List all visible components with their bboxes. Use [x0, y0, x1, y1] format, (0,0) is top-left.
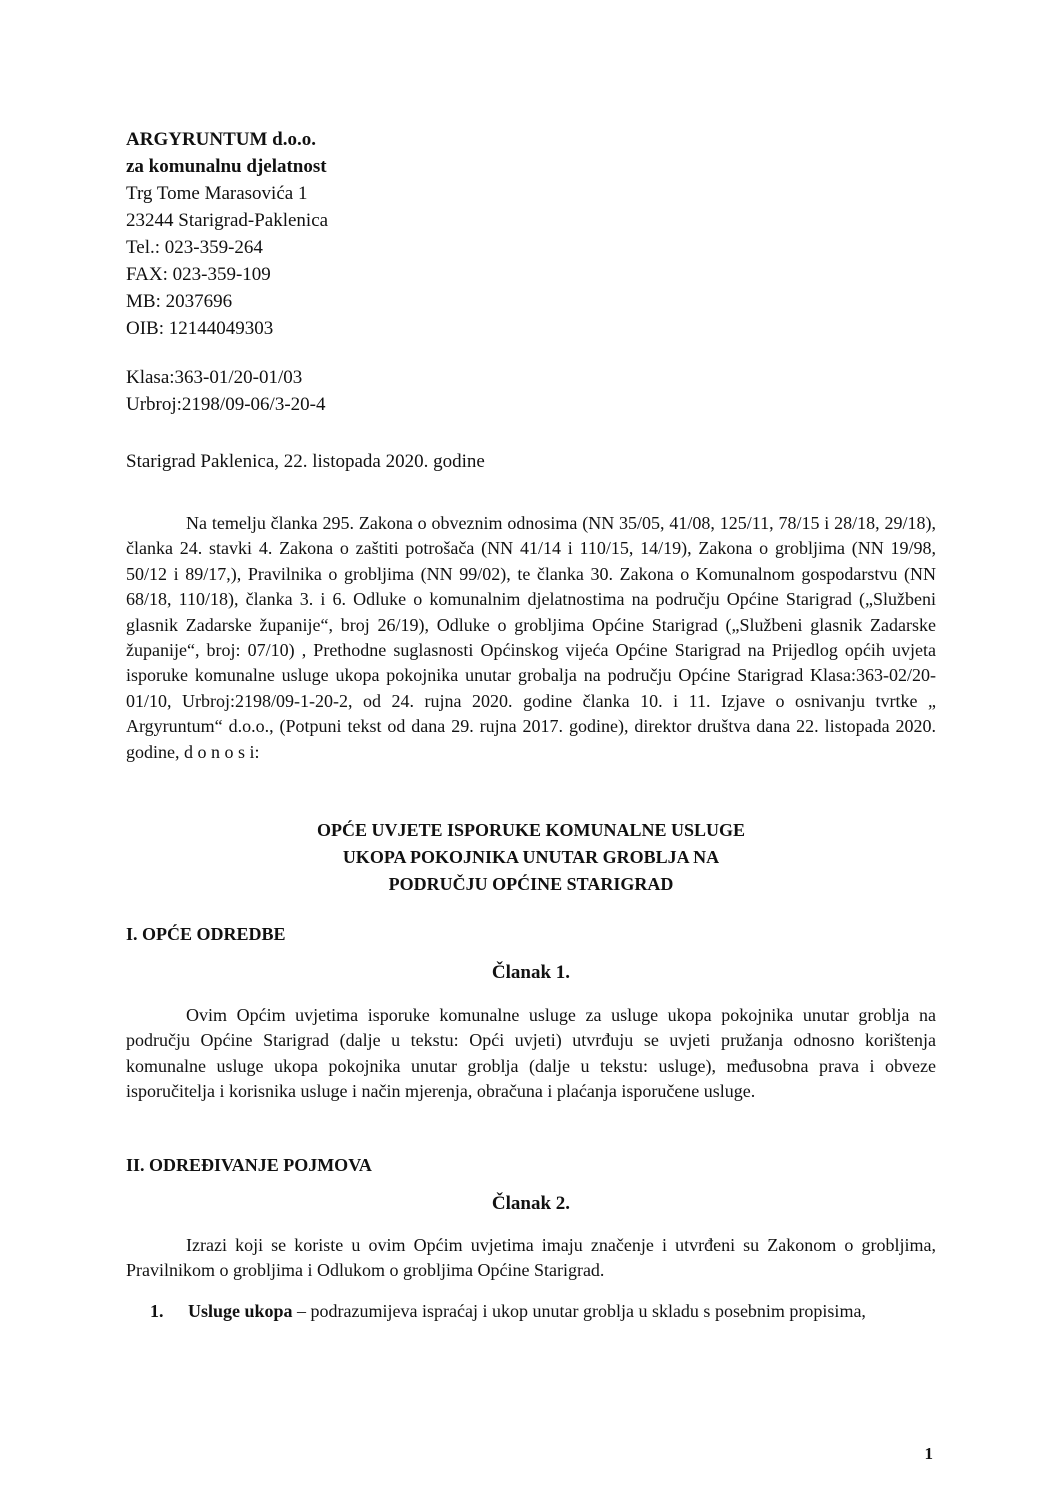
- company-address: Trg Tome Marasovića 1: [126, 183, 308, 204]
- preamble-paragraph: Na temelju članka 295. Zakona o obveznim odnosima (NN 35/05, 41/08, 125/11, 78/15 i 28/18, 29/18), članka 24. stavki 4. Zakona o zaštiti potrošača (NN 41/14 i 110/15, 14/19), Zakona o grobljima (NN 19/98, 50/12 i 89/17,), Pravilnika o grobljima (NN 99/02), te članka 30. Zakona o Komunalnom gospodarstvu (NN 68/18, 110/18), članka 3. i 6. Odluke o komunalnim djelatnostima na području Općine Starigrad („Službeni glasnik Zadarske županije“, broj 26/19), Odluke o grobljima Općine Starigrad („Službeni glasnik Zadarske županije“, broj: 07/10) , Prethodne suglasnosti Općinskog vijeća Općine Starigrad na Prijedlog općih uvjeta isporuke komunalne usluge ukopa pokojnika unutar grobalja na području Općine Starigrad Klasa:363-02/20-01/10, Urbroj:2198/09-1-20-2, od 24. rujna 2020. godine članka 10. i 11. Izjave o osnivanju tvrtke „ Argyruntum“ d.o.o., (Potpuni tekst od dana 29. rujna 2017. godine), direktor društva dana 22. listopada 2020. godine, d o n o s i:: [126, 513, 936, 762]
- company-fax: FAX: 023-359-109: [126, 264, 271, 285]
- page-number: 1: [924, 1444, 933, 1463]
- definitions-list: [150, 1298, 936, 1325]
- company-subtitle: za komunalnu djelatnost: [126, 156, 327, 177]
- article-2-text: Izrazi koji se koriste u ovim Općim uvjetima imaju značenje i utvrđeni su Zakonom o grobljima, Pravilnikom o grobljima i Odlukom o grobljima Općine Starigrad.: [126, 1235, 936, 1281]
- klasa: Klasa:363-01/20-01/03: [126, 367, 303, 388]
- list-item: [150, 1298, 936, 1325]
- article-1-heading: Članak 1.: [491, 962, 571, 983]
- title-line-1: OPĆE UVJETE ISPORUKE KOMUNALNE USLUGE: [316, 820, 746, 840]
- urbroj: Urbroj:2198/09-06/3-20-4: [126, 394, 326, 415]
- place-date: Starigrad Paklenica, 22. listopada 2020. godine: [126, 451, 485, 472]
- company-tel: Tel.: 023-359-264: [126, 237, 263, 258]
- article-2-heading: Članak 2.: [491, 1193, 571, 1214]
- list-item-number: 1.: [150, 1301, 164, 1321]
- list-item-term: Usluge ukopa: [188, 1301, 293, 1321]
- document-title: [126, 817, 936, 898]
- company-city: 23244 Starigrad-Paklenica: [126, 210, 329, 231]
- section-heading-2: II. ODREĐIVANJE POJMOVA: [126, 1155, 372, 1175]
- list-item-text: – podrazumijeva ispraćaj i ukop unutar groblja u skladu s posebnim propisima,: [292, 1301, 866, 1321]
- section-heading-1: I. OPĆE ODREDBE: [126, 924, 286, 944]
- company-oib: OIB: 12144049303: [126, 318, 274, 339]
- company-name: ARGYRUNTUM d.o.o.: [126, 129, 316, 150]
- list-item-body: [188, 1298, 936, 1325]
- title-line-2: UKOPA POKOJNIKA UNUTAR GROBLJA NA: [342, 847, 720, 867]
- company-header: [126, 126, 328, 342]
- title-line-3: PODRUČJU OPĆINE STARIGRAD: [388, 874, 674, 894]
- article-1-text: Ovim Općim uvjetima isporuke komunalne usluge za usluge ukopa pokojnika unutar groblja na području Općine Starigrad (dalje u tekstu: Opći uvjeti) utvrđuju se uvjeti pružanja odnosno korištenja komunalne usluge ukopa pokojnika unutar groblja (dalje u tekstu: usluge), međusobna prava i obveze isporučitelja i korisnika usluge i način mjerenja, obračuna i plaćanja isporučene usluge.: [126, 1005, 936, 1102]
- reference-numbers: [126, 364, 325, 418]
- company-mb: MB: 2037696: [126, 291, 233, 312]
